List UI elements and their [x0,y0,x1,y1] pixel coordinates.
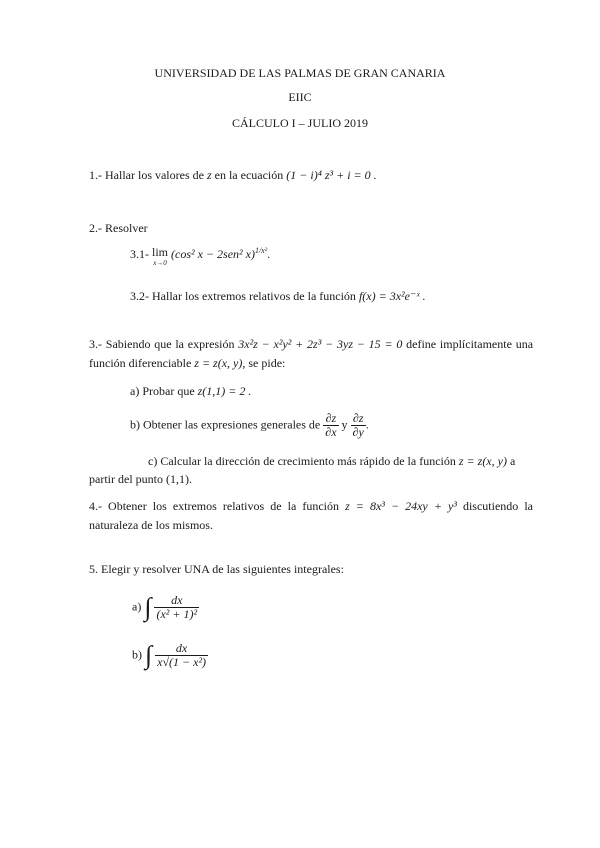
q3-line2-end: , se pide: [242,356,286,370]
question-2-title: 2.- Resolver [89,221,148,235]
q4-expr: z = 8x³ − 24xy + y³ [345,499,457,513]
question-1 [89,168,377,183]
q1-text2: en la ecuación [214,168,284,182]
q1-text: 1.- Hallar los valores de [89,168,204,182]
q3-line1: 3.- Sabiendo que la expresión [89,337,235,351]
question-4 [89,497,533,535]
exam-title: CÁLCULO I – JULIO 2019 [232,116,368,130]
university-title: UNIVERSIDAD DE LAS PALMAS DE GRAN CANARIA [154,66,446,80]
q21-expr: (cos² x − 2sen² x) [171,247,255,261]
q4-line1: 4.- Obtener los extremos relativos de la función [89,499,340,513]
q3-expr1: 3x²z − x²y² + 2z³ − 3yz − 15 = 0 [238,337,403,351]
q3a-expr: z(1,1) = 2 . [197,384,252,398]
question-3a [130,384,251,399]
q3b-num2: ∂z [351,412,366,426]
q5a-frac [154,594,199,621]
q3b-den1: ∂x [325,425,337,439]
integral-sign-icon: ∫ [144,592,152,622]
q3b-den2: ∂y [352,425,364,439]
question-3b: b) Obtener las expresiones generales de $\frac{\partial z}{\partial x}$ y $\frac{\partial z}{\partial y}$ . [130,411,369,439]
q21-lim-word: lim [152,245,169,259]
q3-line2-start: una función diferenciable [89,337,534,370]
school-title: EIIC [288,90,312,104]
q3b-num1: ∂z [323,412,338,426]
q3c-expr: z = z(x, y) [458,454,507,468]
q3-expr2: z = z(x, y) [194,356,243,370]
integral-sign-icon: ∫ [145,640,153,670]
q5a-num: dx [154,594,199,608]
q5a-den: (x² + 1)² [156,607,198,621]
q3b-frac-y [351,412,366,439]
question-5a [132,594,199,621]
q3c-line1: c) Calcular la dirección de crecimiento más rápido de la función [148,454,456,468]
q3-line1-end: define implícitamente [406,337,512,351]
question-5b [132,642,208,669]
q3b-frac-x [323,412,338,439]
q5b-den: x√(1 − x²) [157,655,207,669]
q3b-and: y [341,417,348,432]
question-3-intro [89,335,533,373]
q1-equation: (1 − i)⁴ z³ + i = 0 . [286,168,377,182]
q5a-label: a) [132,599,142,614]
q4-line2: naturaleza de los mismos. [89,518,213,532]
q22-text: 3.2- Hallar los extremos relativos de la función [130,289,356,303]
q21-exponent: 1/x² [254,246,268,255]
question-5-title: 5. Elegir y resolver UNA de las siguientes integrales: [89,562,344,576]
q4-line1-end: discutiendo la [462,499,534,513]
q5b-frac [155,642,208,669]
q3c-end: a [509,454,516,468]
q5b-label: b) [132,647,142,662]
question-3c-line2: partir del punto (1,1). [89,472,192,486]
question-2-1: 3.1- lim x→0 (cos² x − 2sen² x)$^{1/x^2}$. [130,245,271,267]
q21-label: 3.1- [130,247,149,261]
q1-var: z [206,168,212,182]
question-2-2 [130,289,426,304]
q5b-num: dx [155,642,208,656]
q3a-label: a) Probar que [130,384,195,398]
q21-limit [152,247,168,269]
q22-func: f(x) = 3x²e⁻ˣ . [358,289,426,303]
question-3c-line1 [148,454,515,469]
q3b-label: b) Obtener las expresiones generales de [130,417,321,432]
q21-lim-sub: x→0 [153,259,167,267]
